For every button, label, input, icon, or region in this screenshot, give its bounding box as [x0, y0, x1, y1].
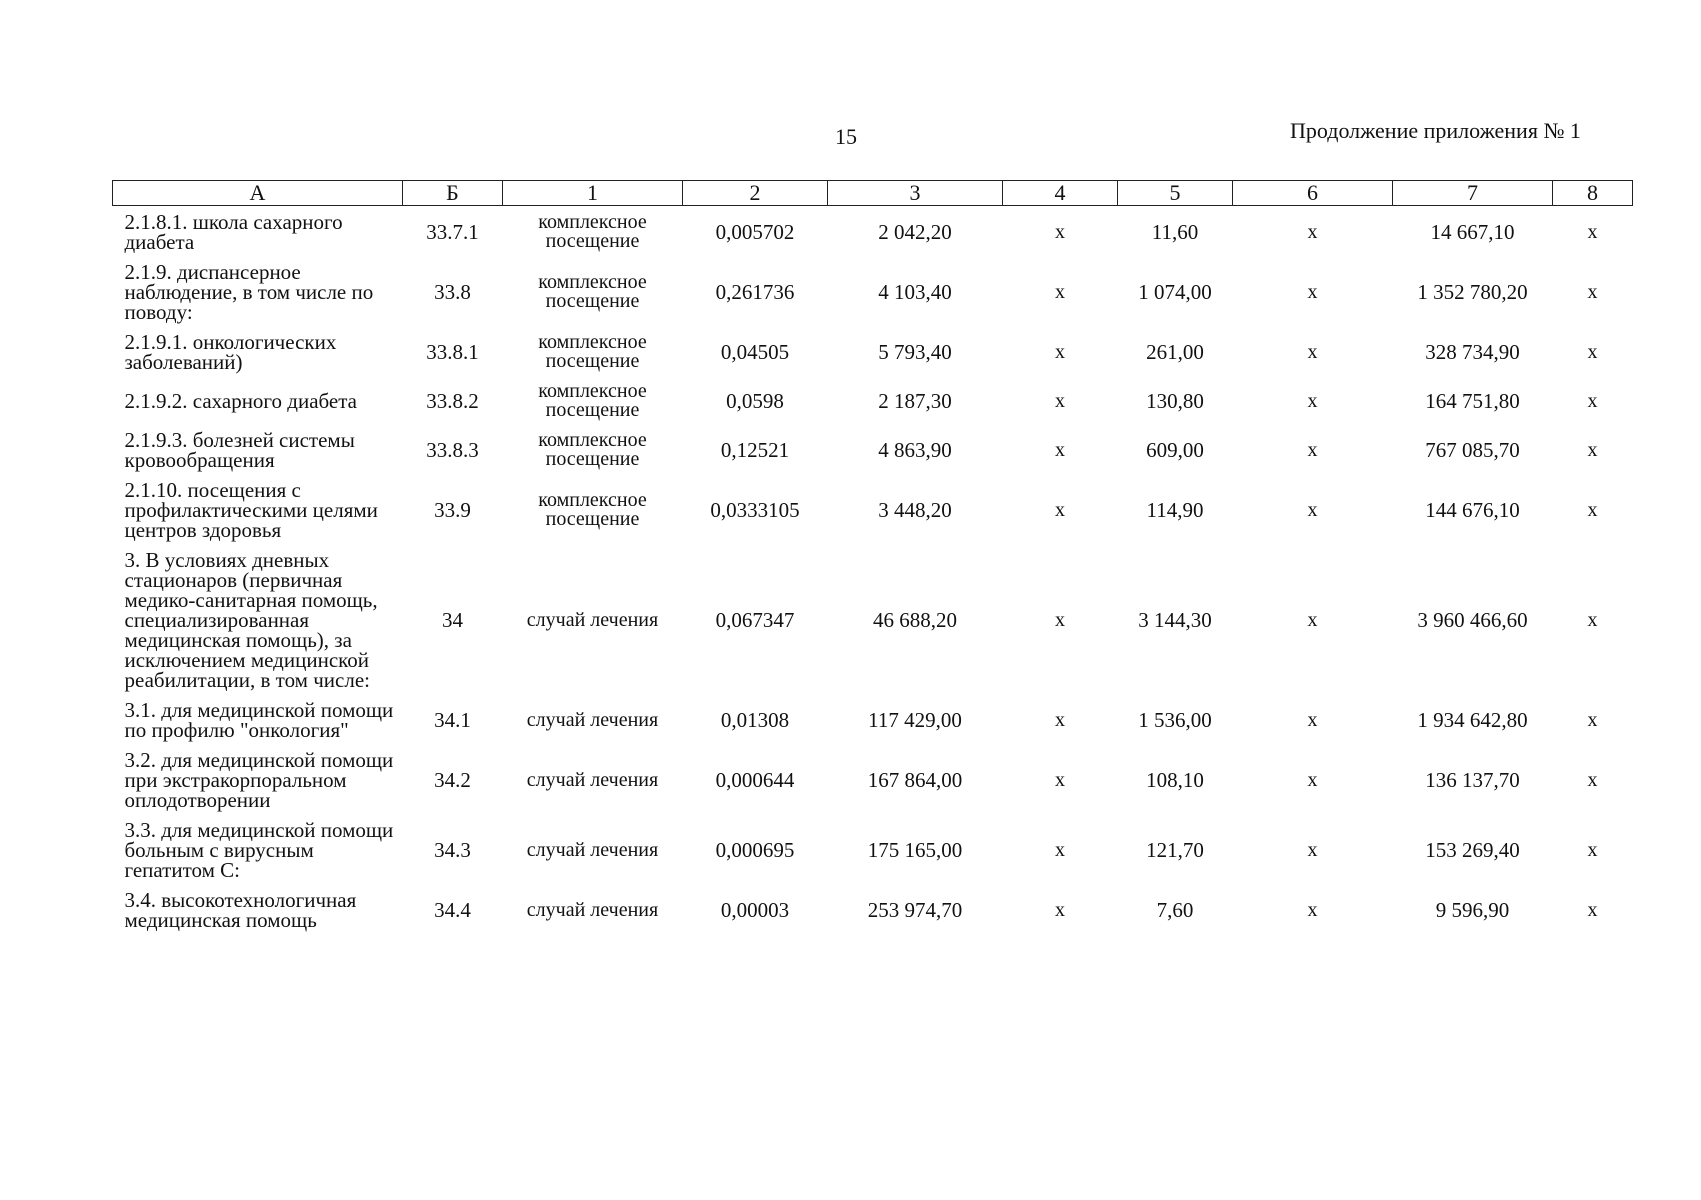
- row-code: 34.3: [434, 838, 471, 862]
- column-header-4: 3: [828, 181, 1003, 206]
- column-header-8: 7: [1393, 181, 1553, 206]
- cell-col-2: 0,0598: [726, 389, 784, 413]
- cell-col-3: 175 165,00: [867, 838, 963, 862]
- cell-col-6: х: [1307, 839, 1318, 861]
- table-row: [113, 326, 1633, 376]
- row-name: 3.4. высокотехнологичная медицинская помощь: [124, 888, 357, 932]
- row-code: 33.8.3: [426, 438, 479, 462]
- cell-col-3: 2 042,20: [878, 220, 952, 244]
- row-name: 3.1. для медицинской помощи по профилю "онкология": [124, 698, 394, 742]
- column-header-6: 5: [1118, 181, 1233, 206]
- row-unit: комплексное посещение: [538, 271, 647, 312]
- table-row: [113, 744, 1633, 814]
- column-header-9: 8: [1553, 181, 1633, 206]
- cell-col-2: 0,0333105: [710, 498, 800, 522]
- cell-col-4: х: [1055, 439, 1065, 461]
- column-header-0: А: [113, 181, 403, 206]
- cell-col-4: х: [1055, 609, 1065, 631]
- cell-col-2: 0,01308: [720, 708, 790, 732]
- cell-col-4: х: [1055, 769, 1065, 791]
- table-row: [113, 424, 1633, 474]
- row-code: 34.2: [434, 768, 471, 792]
- row-unit: случай лечения: [526, 898, 659, 921]
- table-body: [113, 206, 1633, 935]
- cell-col-5: 108,10: [1146, 768, 1204, 792]
- cell-col-3: 4 863,90: [878, 438, 952, 462]
- table-row: [113, 884, 1633, 934]
- cell-col-4: х: [1055, 709, 1065, 731]
- cell-col-3: 46 688,20: [873, 608, 957, 632]
- cell-col-7: 136 137,70: [1425, 768, 1520, 792]
- row-name: 2.1.9. диспансерное наблюдение, в том числе по поводу:: [124, 260, 374, 324]
- cell-col-4: х: [1055, 281, 1065, 303]
- cell-col-8: х: [1587, 439, 1598, 461]
- cell-col-6: х: [1307, 341, 1318, 363]
- cell-col-7: 1 352 780,20: [1417, 280, 1528, 304]
- column-header-7: 6: [1233, 181, 1393, 206]
- cell-col-8: х: [1587, 769, 1598, 791]
- cell-col-8: х: [1587, 709, 1598, 731]
- table-row: [113, 376, 1633, 424]
- row-unit: комплексное посещение: [538, 380, 647, 421]
- row-code: 33.7.1: [426, 220, 479, 244]
- data-table: [112, 180, 1633, 934]
- row-unit: комплексное посещение: [538, 211, 647, 252]
- cell-col-3: 4 103,40: [878, 280, 952, 304]
- cell-col-2: 0,000695: [715, 838, 795, 862]
- cell-col-7: 3 960 466,60: [1417, 608, 1528, 632]
- row-code: 33.9: [434, 498, 471, 522]
- cell-col-8: х: [1587, 341, 1598, 363]
- cell-col-6: х: [1307, 899, 1318, 921]
- cell-col-8: х: [1587, 839, 1598, 861]
- cell-col-8: х: [1587, 390, 1598, 412]
- column-header-1: Б: [403, 181, 503, 206]
- row-name: 3. В условиях дневных стационаров (первичная медико-санитарная помощь, специализированная медицинская помощь), за исключением медицинской реабилитации, в том числе:: [124, 548, 378, 692]
- cell-col-8: х: [1587, 609, 1598, 631]
- cell-col-2: 0,000644: [715, 768, 795, 792]
- cell-col-6: х: [1307, 221, 1318, 243]
- cell-col-4: х: [1055, 341, 1065, 363]
- cell-col-5: 11,60: [1151, 220, 1199, 244]
- cell-col-6: х: [1307, 769, 1318, 791]
- row-code: 34: [442, 608, 463, 632]
- column-header-3: 2: [683, 181, 828, 206]
- cell-col-5: 130,80: [1146, 389, 1204, 413]
- table-row: [113, 206, 1633, 257]
- row-unit: комплексное посещение: [538, 429, 647, 470]
- cell-col-2: 0,261736: [715, 280, 795, 304]
- cell-col-7: 767 085,70: [1425, 438, 1520, 462]
- row-unit: случай лечения: [526, 708, 659, 731]
- row-code: 33.8: [434, 280, 471, 304]
- row-code: 34.4: [434, 898, 471, 922]
- row-name: 2.1.9.1. онкологических заболеваний): [124, 330, 337, 374]
- cell-col-5: 1 074,00: [1138, 280, 1212, 304]
- row-name: 2.1.10. посещения с профилактическими целями центров здоровья: [124, 478, 378, 542]
- cell-col-5: 3 144,30: [1138, 608, 1212, 632]
- table-row: [113, 256, 1633, 326]
- cell-col-8: х: [1587, 499, 1598, 521]
- row-unit: случай лечения: [526, 768, 659, 791]
- header-row: [113, 181, 1633, 206]
- continuation-title: Продолжение приложения № 1: [1290, 118, 1581, 143]
- row-unit: комплексное посещение: [538, 331, 647, 372]
- cell-col-3: 117 429,00: [868, 708, 962, 732]
- cell-col-7: 1 934 642,80: [1417, 708, 1528, 732]
- row-code: 33.8.2: [426, 389, 479, 413]
- cell-col-5: 114,90: [1146, 498, 1204, 522]
- page-number: 15: [835, 124, 857, 149]
- cell-col-4: х: [1055, 839, 1065, 861]
- cell-col-8: х: [1587, 899, 1598, 921]
- table-header: [113, 181, 1633, 206]
- cell-col-3: 253 974,70: [867, 898, 963, 922]
- cell-col-5: 121,70: [1146, 838, 1204, 862]
- cell-col-5: 261,00: [1146, 340, 1204, 364]
- cell-col-8: х: [1587, 281, 1598, 303]
- table-row: [113, 544, 1633, 694]
- cell-col-2: 0,005702: [715, 220, 795, 244]
- cell-col-2: 0,067347: [715, 608, 795, 632]
- cell-col-7: 144 676,10: [1425, 498, 1520, 522]
- cell-col-8: х: [1587, 221, 1598, 243]
- cell-col-7: 328 734,90: [1425, 340, 1520, 364]
- row-name: 3.2. для медицинской помощи при экстракорпоральном оплодотворении: [124, 748, 394, 812]
- cell-col-5: 609,00: [1146, 438, 1204, 462]
- cell-col-6: х: [1307, 499, 1318, 521]
- cell-col-7: 153 269,40: [1425, 838, 1520, 862]
- cell-col-3: 167 864,00: [867, 768, 963, 792]
- row-name: 2.1.9.2. сахарного диабета: [124, 389, 357, 413]
- cell-col-6: х: [1307, 709, 1318, 731]
- table-row: [113, 814, 1633, 884]
- row-name: 3.3. для медицинской помощи больным с вирусным гепатитом С:: [124, 818, 394, 882]
- cell-col-4: х: [1055, 390, 1065, 412]
- cell-col-5: 1 536,00: [1138, 708, 1212, 732]
- cell-col-6: х: [1307, 390, 1318, 412]
- cell-col-6: х: [1307, 609, 1318, 631]
- row-unit: случай лечения: [526, 608, 659, 631]
- table-row: [113, 474, 1633, 544]
- column-header-2: 1: [503, 181, 683, 206]
- column-header-5: 4: [1003, 181, 1118, 206]
- cell-col-4: х: [1055, 499, 1065, 521]
- cell-col-2: 0,04505: [720, 340, 790, 364]
- cell-col-6: х: [1307, 281, 1318, 303]
- cell-col-6: х: [1307, 439, 1318, 461]
- cell-col-7: 164 751,80: [1425, 389, 1520, 413]
- row-name: 2.1.9.3. болезней системы кровообращения: [124, 428, 355, 472]
- cell-col-4: х: [1055, 221, 1065, 243]
- cell-col-4: х: [1055, 899, 1065, 921]
- cell-col-5: 7,60: [1156, 898, 1194, 922]
- row-unit: комплексное посещение: [538, 489, 647, 530]
- cell-col-2: 0,12521: [720, 438, 790, 462]
- cell-col-2: 0,00003: [720, 898, 790, 922]
- row-name: 2.1.8.1. школа сахарного диабета: [124, 210, 343, 254]
- row-code: 33.8.1: [426, 340, 479, 364]
- cell-col-3: 5 793,40: [878, 340, 952, 364]
- row-code: 34.1: [434, 708, 471, 732]
- cell-col-7: 14 667,10: [1430, 220, 1515, 244]
- table-row: [113, 694, 1633, 744]
- cell-col-3: 3 448,20: [878, 498, 952, 522]
- cell-col-7: 9 596,90: [1435, 898, 1510, 922]
- row-unit: случай лечения: [526, 838, 659, 861]
- cell-col-3: 2 187,30: [878, 389, 952, 413]
